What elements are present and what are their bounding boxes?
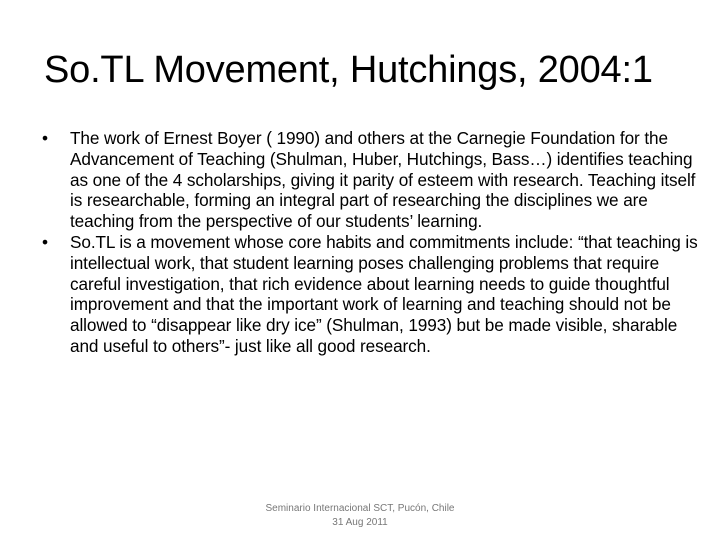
bullet-marker: • [42,128,48,148]
bullet-list [42,128,704,357]
bullet-text: The work of Ernest Boyer ( 1990) and others at the Carnegie Foundation for the Advancement of Teaching (Shulman, Huber, Hutchings, Bass…) identifies teaching as one of the 4 scholarships, giving it parity of esteem with research. Teaching itself is researchable, forming an integral part of researching the disciplines we are teaching from the perspective of our students’ learning. [70,128,696,232]
slide-footer [240,502,480,530]
slide-title: So.TL Movement, Hutchings, 2004:1 [44,49,653,91]
bullet-text: So.TL is a movement whose core habits and commitments include: “that teaching is intellectual work, that student learning poses challenging problems that require careful investigation, that rich evidence about learning needs to guide thoughtful improvement and that the important work of learning and teaching should not be allowed to “disappear like dry ice” (Shulman, 1993) but be made visible, sharable and useful to others”- just like all good research. [70,231,698,356]
footer-date: 31 Aug 2011 [332,517,388,528]
bullet-item [42,128,704,232]
bullet-marker: • [42,231,48,252]
footer-event: Seminario Internacional SCT, Pucón, Chile [265,503,455,514]
bullet-item [42,232,704,357]
